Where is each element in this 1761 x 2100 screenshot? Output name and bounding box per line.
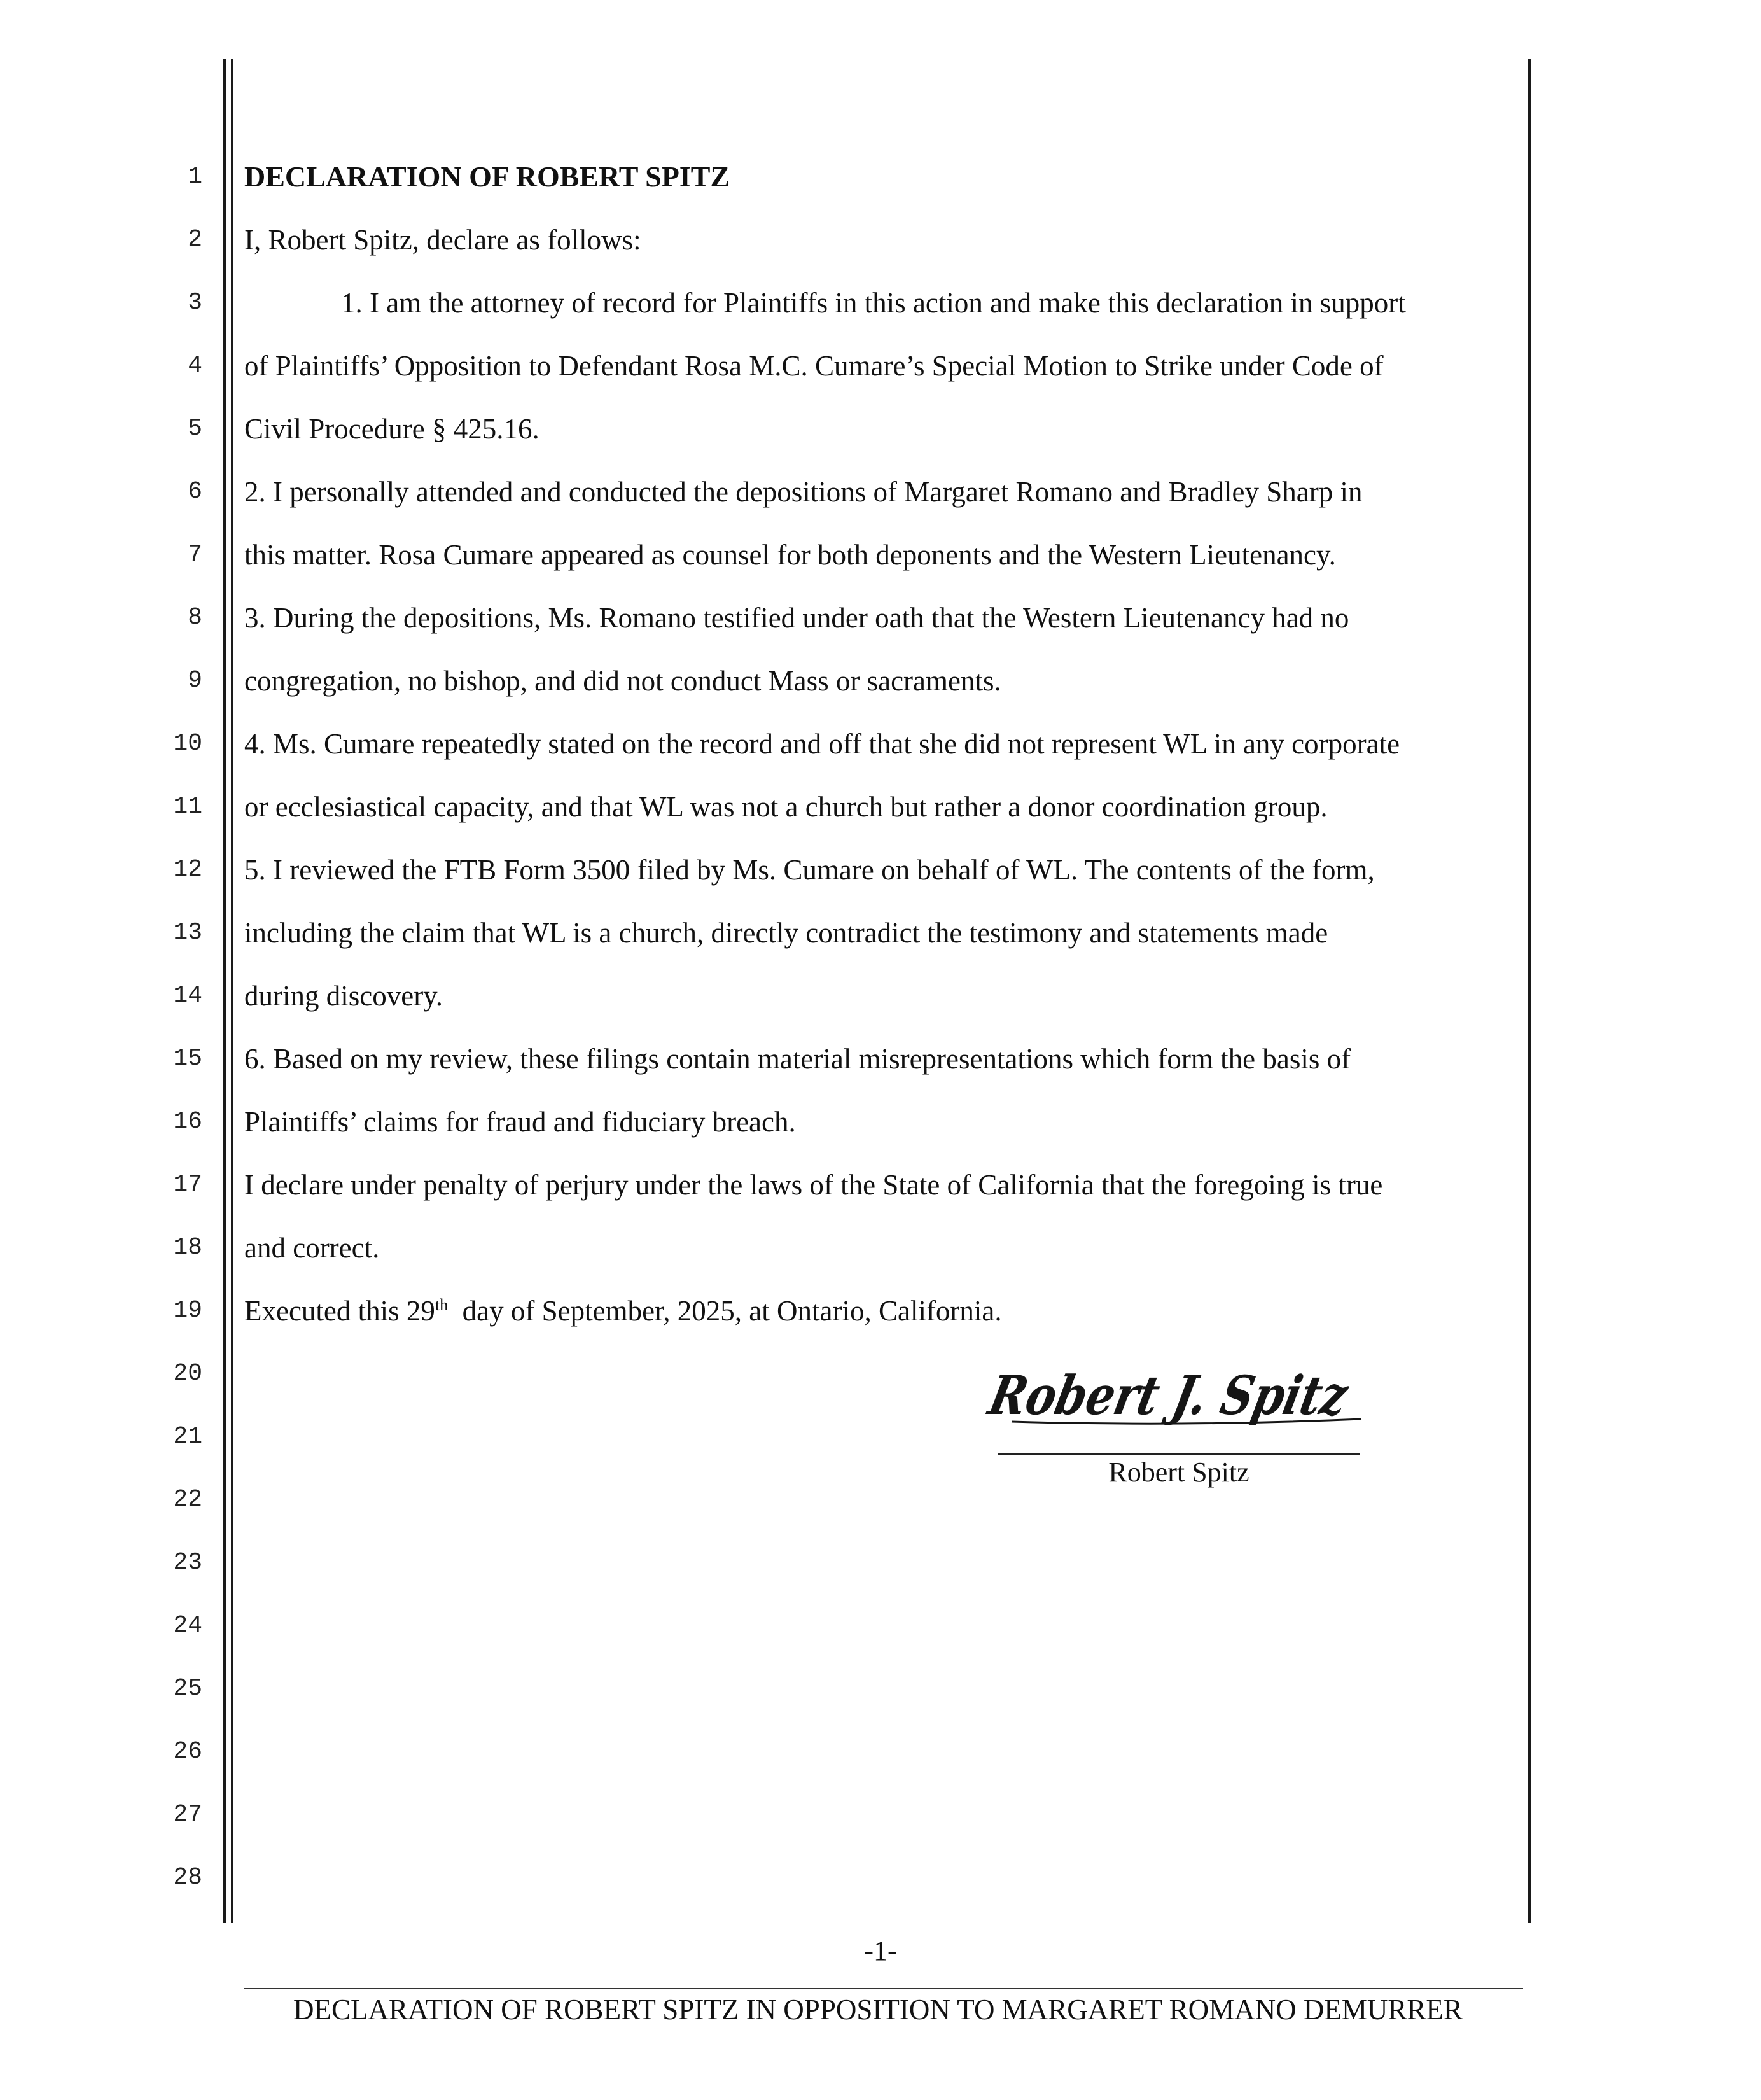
line-number-8: 8 xyxy=(188,604,202,631)
line-number-18: 18 xyxy=(173,1234,202,1261)
left-margin-rule-inner xyxy=(231,59,233,1923)
text-line-8: 3. During the depositions, Ms. Romano testified under oath that the Western Lieutenancy had no xyxy=(244,602,1349,634)
line-number-22: 22 xyxy=(173,1486,202,1513)
line-number-7: 7 xyxy=(188,541,202,568)
left-margin-rule xyxy=(223,59,226,1923)
text-line-2: I, Robert Spitz, declare as follows: xyxy=(244,224,641,256)
line-number-2: 2 xyxy=(188,226,202,253)
line-number-11: 11 xyxy=(173,793,202,820)
line-number-9: 9 xyxy=(188,667,202,694)
footer-caption: DECLARATION OF ROBERT SPITZ IN OPPOSITION TO MARGARET ROMANO DEMURRER xyxy=(293,1994,1463,2026)
ordinal-suffix: th xyxy=(435,1296,449,1314)
line-number-13: 13 xyxy=(173,919,202,946)
declaration-heading: DECLARATION OF ROBERT SPITZ xyxy=(244,160,730,193)
line-number-20: 20 xyxy=(173,1360,202,1387)
text-line-6: 2. I personally attended and conducted the depositions of Margaret Romano and Bradley Sharp in xyxy=(244,476,1363,508)
text-line-14: during discovery. xyxy=(244,980,443,1012)
text-line-5: Civil Procedure § 425.16. xyxy=(244,413,539,445)
text-line-11: or ecclesiastical capacity, and that WL was not a church but rather a donor coordination group. xyxy=(244,791,1328,823)
executed-text: Executed this 29 xyxy=(244,1295,435,1327)
line-number-6: 6 xyxy=(188,478,202,505)
line-number-26: 26 xyxy=(173,1738,202,1765)
line-number-23: 23 xyxy=(173,1549,202,1576)
text-line-18: and correct. xyxy=(244,1232,380,1264)
handwritten-signature xyxy=(984,1355,1430,1432)
line-number-1: 1 xyxy=(188,163,202,190)
line-number-14: 14 xyxy=(173,982,202,1009)
text-line-15: 6. Based on my review, these filings contain material misrepresentations which form the basis of xyxy=(244,1043,1351,1075)
line-number-4: 4 xyxy=(188,352,202,379)
executed-date-place: day of September, 2025, at Ontario, California. xyxy=(448,1295,1002,1327)
line-number-15: 15 xyxy=(173,1045,202,1072)
text-line-13: including the claim that WL is a church, directly contradict the testimony and statements made xyxy=(244,917,1328,949)
right-margin-rule xyxy=(1528,59,1531,1923)
footer-rule xyxy=(244,1988,1523,1989)
line-number-19: 19 xyxy=(173,1297,202,1324)
line-number-5: 5 xyxy=(188,415,202,442)
line-number-25: 25 xyxy=(173,1675,202,1702)
line-number-17: 17 xyxy=(173,1171,202,1198)
text-line-17: I declare under penalty of perjury under the laws of the State of California that the foregoing is true xyxy=(244,1169,1383,1201)
text-line-12: 5. I reviewed the FTB Form 3500 filed by Ms. Cumare on behalf of WL. The contents of the form, xyxy=(244,854,1375,886)
text-line-7: this matter. Rosa Cumare appeared as counsel for both deponents and the Western Lieutenancy. xyxy=(244,539,1336,571)
text-line-10: 4. Ms. Cumare repeatedly stated on the record and off that she did not represent WL in any corporate xyxy=(244,728,1400,760)
signer-printed-name: Robert Spitz xyxy=(1108,1457,1249,1488)
line-number-24: 24 xyxy=(173,1612,202,1639)
signature-text: Robert J. Spitz xyxy=(984,1364,1430,1427)
text-line-3: 1. I am the attorney of record for Plaintiffs in this action and make this declaration in support xyxy=(341,287,1406,319)
text-line-19 xyxy=(244,1292,1002,1330)
line-number-27: 27 xyxy=(173,1801,202,1828)
text-line-9: congregation, no bishop, and did not conduct Mass or sacraments. xyxy=(244,665,1001,697)
text-line-16: Plaintiffs’ claims for fraud and fiduciary breach. xyxy=(244,1106,796,1138)
line-number-21: 21 xyxy=(173,1423,202,1450)
line-number-12: 12 xyxy=(173,856,202,883)
text-line-4: of Plaintiffs’ Opposition to Defendant Rosa M.C. Cumare’s Special Motion to Strike under Code of xyxy=(244,350,1384,382)
line-number-16: 16 xyxy=(173,1108,202,1135)
page-number: -1- xyxy=(864,1935,897,1966)
line-number-3: 3 xyxy=(188,289,202,316)
line-number-10: 10 xyxy=(173,730,202,757)
line-number-28: 28 xyxy=(173,1864,202,1891)
